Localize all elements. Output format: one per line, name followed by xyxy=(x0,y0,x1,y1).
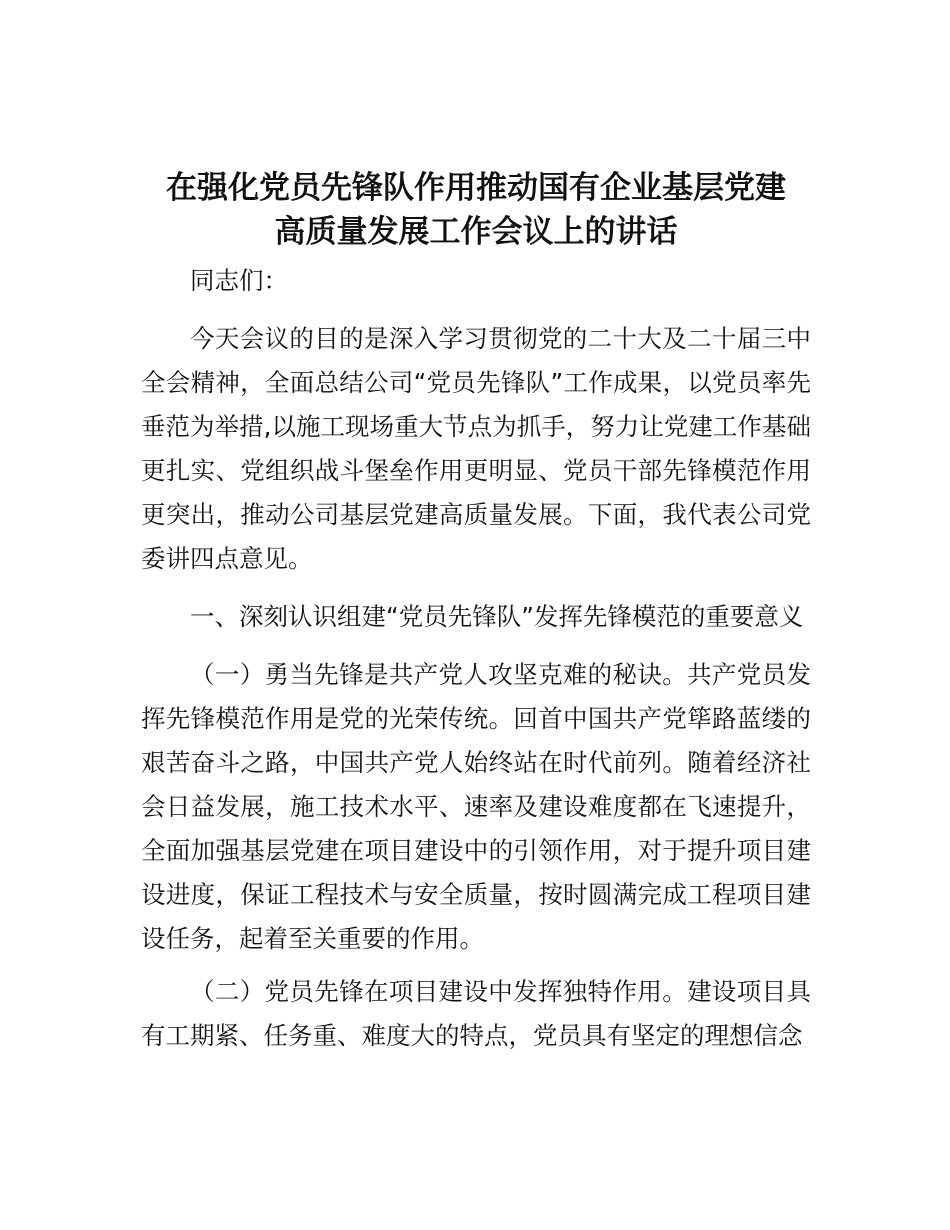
paragraph-subsection-2: （二）党员先锋在项目建设中发挥独特作用。建设项目具有工期紧、任务重、难度大的特点，党员具有坚定的理想信念 xyxy=(141,977,811,1050)
salutation: 同志们： xyxy=(190,266,288,295)
document-page xyxy=(141,166,811,1058)
paragraph-intro: 今天会议的目的是深入学习贯彻党的二十大及二十届三中全会精神，全面总结公司“党员先锋队”工作成果，以党员率先垂范为举措,以施工现场重大节点为抓手，努力让党建工作基础更扎实、党组织战斗堡垒作用更明显、党员干部先锋模范作用更突出，推动公司基层党建高质量发展。下面，我代表公司党委讲四点意见。 xyxy=(141,324,811,573)
paragraph-subsection-1: （一）勇当先锋是共产党人攻坚克难的秘诀。共产党员发挥先锋模范作用是党的光荣传统。回首中国共产党筚路蓝缕的艰苦奋斗之路，中国共产党人始终站在时代前列。随着经济社会日益发展，施工技术水平、速率及建设难度都在飞速提升，全面加强基层党建在项目建设中的引领作用，对于提升项目建设进度，保证工程技术与安全质量，按时圆满完成工程项目建设任务，起着至关重要的作用。 xyxy=(141,660,811,953)
title-line-1: 在强化党员先锋队作用推动国有企业基层党建 xyxy=(166,170,786,206)
title-line-2: 高质量发展工作会议上的讲话 xyxy=(274,214,678,250)
document-title xyxy=(141,166,811,254)
section-heading-1: 一、深刻认识组建“党员先锋队”发挥先锋模范的重要意义 xyxy=(190,602,804,631)
